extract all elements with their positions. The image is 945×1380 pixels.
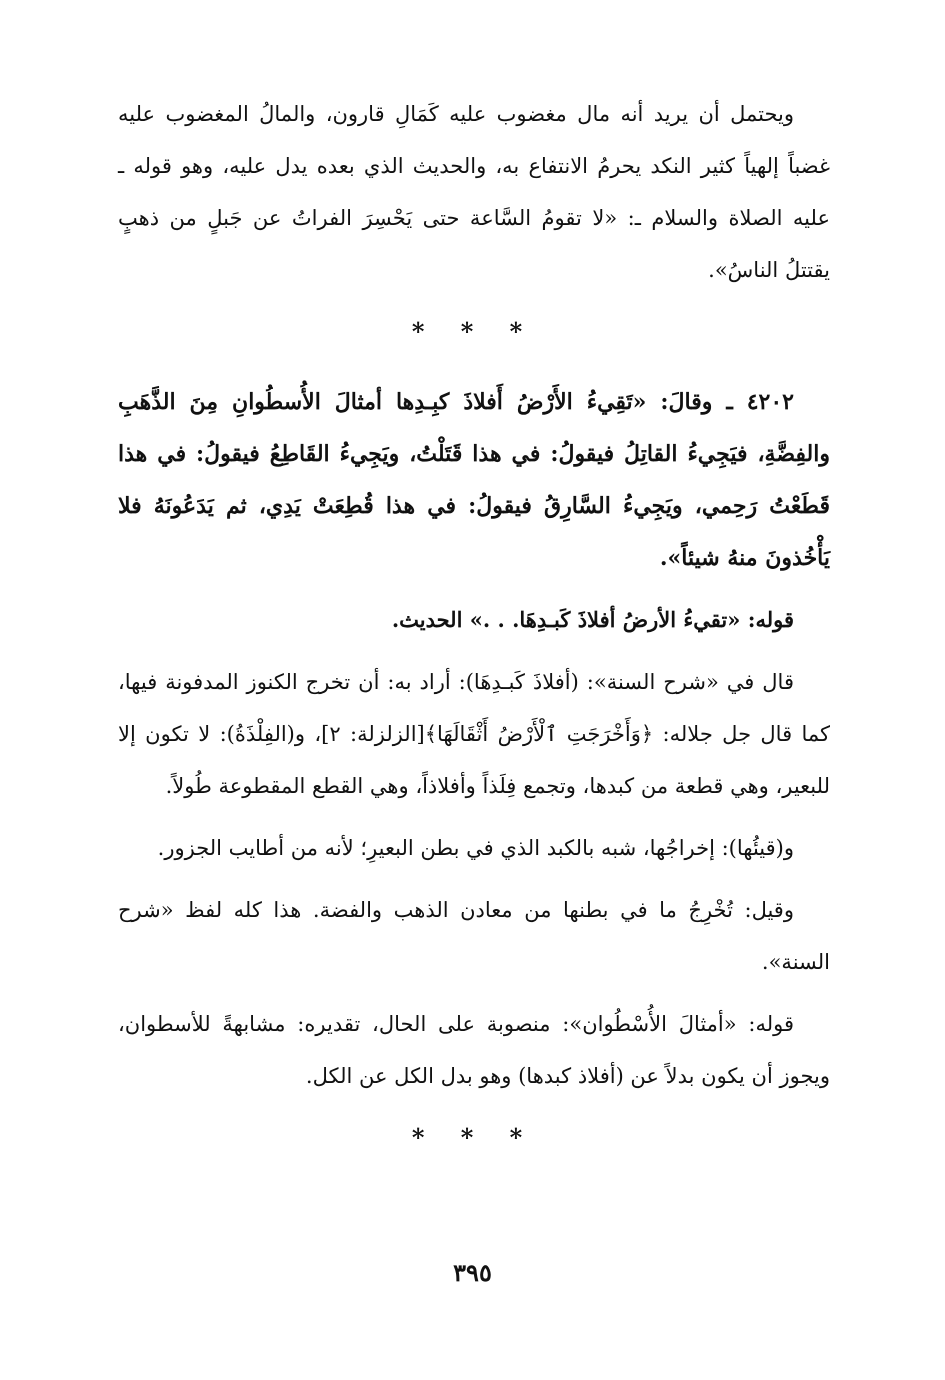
paragraph-qayuha: و(قيئُها): إخراجُها، شبه بالكبد الذي في بطن البعيرِ؛ لأنه من أطايب الجزور. xyxy=(157,836,794,860)
page-body xyxy=(118,88,830,1182)
paragraph-commentary-intro: ويحتمل أن يريد أنه مال مغضوب عليه كَمَالِ قارون، والمالُ المغضوب عليه غضباً إلهياً كثير النكد يحرمُ الانتفاع به، والحديث الذي بعده يدل عليه، وهو قوله ـ عليه الصلاة والسلام ـ: «لا تقومُ السَّاعة حتى يَحْسِرَ الفراتُ عن جَبلٍ من ذهبٍ يقتتلُ الناسُ». xyxy=(118,102,830,282)
paragraph-sharh-al-sunna: قال في «شرح السنة»: (أفلاذَ كَبـدِهَا): أراد به: أن تخرج الكنوز المدفونة فيها، كما قال جل جلاله: ﴿وَأَخْرَجَتِ ٱلْأَرْضُ أَثْقَالَهَا﴾[الزلزلة: ٢]، و(الفِلْذَةُ): لا تكون إلا للبعير، وهي قطعة من كبدها، وتجمع فِلَذاً وأفلاذاً، وهي القطع المقطوعة طُولاً. xyxy=(118,670,831,798)
paragraph-qil: وقيل: تُخْرِجُ ما في بطنها من معادن الذهب والفضة. هذا كله لفظ «شرح السنة». xyxy=(118,898,830,974)
section-separator-2: * * * xyxy=(411,1123,537,1152)
hadith-4202: ٤٢٠٢ ـ وقالَ: «تَقِيءُ الأَرْضُ أَفلاذَ كبِـدِها أمثالَ الأُسطُوانِ مِنَ الذَّهَبِ والفِضَّةِ، فيَجِيءُ القاتِلُ فيقولُ: في هذا قَتَلْتُ، ويَجِيءُ القَاطِعُ فيقولُ: في هذا قَطَعْتُ رَحِمي، ويَجِيءُ السَّارِقُ فيقولُ: في هذا قُطِعَتْ يَدِي، ثم يَدَعُونَهُ فلا يَأْخُذونَ منهُ شيئاً». xyxy=(118,389,831,571)
page-number: ٣٩٥ xyxy=(453,1258,492,1287)
section-separator-1: * * * xyxy=(411,317,537,346)
paragraph-quote-heading: قوله: «تقيءُ الأرضُ أفلاذَ كَبـدِهَا. . .» الحديث. xyxy=(391,607,794,632)
paragraph-amthal-al-ustuwan: قوله: «أمثالَ الأُسْطُوان»: منصوبة على الحال، تقديره: مشابهةً للأسطوان، ويجوز أن يكون بدلاً عن (أفلاذ كبدها) وهو بدل الكل عن الكل. xyxy=(118,1012,830,1088)
